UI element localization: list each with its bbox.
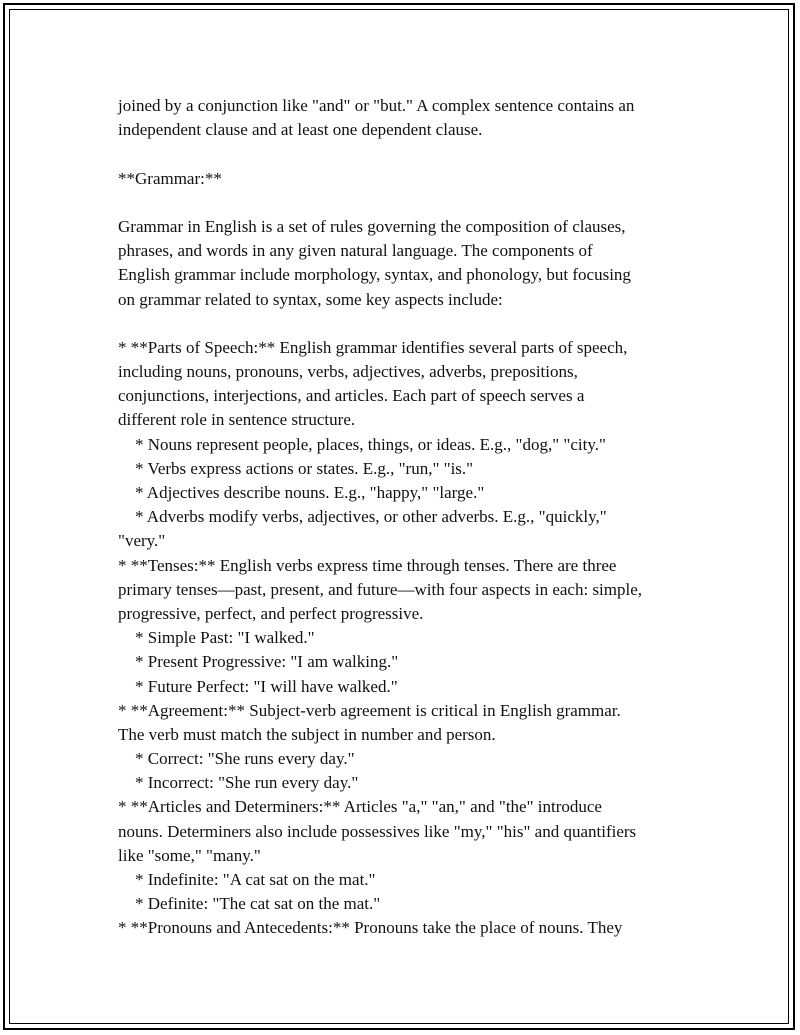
sub-bullet-item: * Present Progressive: "I am walking." (118, 652, 399, 672)
blank-line (118, 191, 698, 215)
text-line: conjunctions, interjections, and articles. Each part of speech serves a (118, 386, 585, 406)
text-line: nouns. Determiners also include possessives like "my," "his" and quantifiers (118, 821, 637, 841)
bullet-item: * **Agreement:** Subject-verb agreement is critical in English grammar. (118, 700, 621, 720)
sub-bullet-item: * Future Perfect: "I will have walked." (118, 676, 398, 696)
sub-bullet-item: * Nouns represent people, places, things, or ideas. E.g., "dog," "city." (118, 434, 606, 454)
text-line: "very." (118, 531, 166, 551)
sub-bullet-item: * Adjectives describe nouns. E.g., "happy," "large." (118, 483, 485, 502)
text-line: primary tenses—past, present, and future—with four aspects in each: simple, (118, 579, 643, 599)
section-heading: **Grammar:** (118, 168, 222, 188)
sub-bullet-item: * Simple Past: "I walked." (118, 628, 315, 648)
bullet-item: * **Tenses:** English verbs express time through tenses. There are three (118, 555, 617, 575)
text-line: Grammar in English is a set of rules governing the composition of clauses, (118, 216, 626, 236)
sub-bullet-item: * Verbs express actions or states. E.g., "run," "is." (118, 458, 474, 478)
text-line: joined by a conjunction like "and" or "but." A complex sentence contains an (118, 96, 635, 115)
bullet-item: * **Pronouns and Antecedents:** Pronouns take the place of nouns. They (118, 918, 623, 938)
sub-bullet-item: * Definite: "The cat sat on the mat." (118, 894, 381, 914)
text-line: progressive, perfect, and perfect progressive. (118, 603, 424, 623)
text-line: different role in sentence structure. (118, 410, 356, 430)
text-line: like "some," "many." (118, 845, 261, 865)
text-line: The verb must match the subject in number and person. (118, 724, 496, 744)
document-body (118, 94, 698, 941)
text-line: on grammar related to syntax, some key aspects include: (118, 289, 503, 309)
sub-bullet-item: * Adverbs modify verbs, adjectives, or other adverbs. E.g., "quickly," (118, 507, 607, 527)
sub-bullet-item: * Correct: "She runs every day." (118, 749, 355, 769)
blank-line (118, 312, 698, 336)
sub-bullet-item: * Incorrect: "She run every day." (118, 773, 359, 793)
text-line: phrases, and words in any given natural language. The components of (118, 241, 593, 261)
sub-bullet-item: * Indefinite: "A cat sat on the mat." (118, 870, 376, 889)
text-line: English grammar include morphology, syntax, and phonology, but focusing (118, 265, 631, 285)
text-line: independent clause and at least one dependent clause. (118, 120, 483, 140)
bullet-item: * **Articles and Determiners:** Articles "a," "an," and "the" introduce (118, 797, 602, 817)
bullet-item: * **Parts of Speech:** English grammar identifies several parts of speech, (118, 337, 628, 357)
text-line: including nouns, pronouns, verbs, adjectives, adverbs, prepositions, (118, 362, 578, 382)
blank-line (118, 142, 698, 166)
